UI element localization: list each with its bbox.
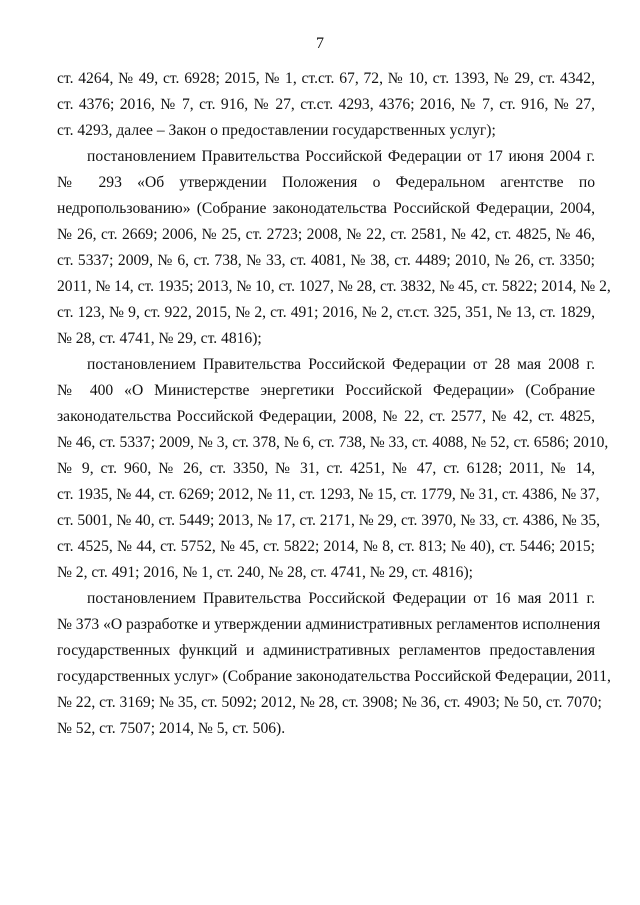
- text-line: № 52, ст. 7507; 2014, № 5, ст. 506).: [57, 720, 286, 737]
- text-line: ст. 5337; 2009, № 6, ст. 738, № 33, ст. 4081, № 38, ст. 4489; 2010, № 26, ст. 3350;: [57, 252, 595, 269]
- text-line: ст. 4376; 2016, № 7, ст. 916, № 27, ст.ст. 4293, 4376; 2016, № 7, ст. 916, № 27,: [57, 96, 595, 113]
- text-line: государственных функций и административных регламентов предоставления: [57, 642, 595, 659]
- text-line: № 46, ст. 5337; 2009, № 3, ст. 378, № 6, ст. 738, № 33, ст. 4088, № 52, ст. 6586; 2010,: [57, 434, 609, 451]
- text-line: ст. 5001, № 40, ст. 5449; 2013, № 17, ст. 2171, № 29, ст. 3970, № 33, ст. 4386, № 35,: [57, 512, 601, 529]
- text-line: № 22, ст. 3169; № 35, ст. 5092; 2012, № 28, ст. 3908; № 36, ст. 4903; № 50, ст. 7070;: [57, 694, 602, 711]
- text-line: государственных услуг» (Собрание законодательства Российской Федерации, 2011,: [57, 668, 611, 685]
- text-line: ст. 4264, № 49, ст. 6928; 2015, № 1, ст.ст. 67, 72, № 10, ст. 1393, № 29, ст. 4342,: [57, 70, 595, 87]
- text-line: постановлением Правительства Российской Федерации от 16 мая 2011 г.: [87, 590, 595, 607]
- text-line: ст. 4525, № 44, ст. 5752, № 45, ст. 5822; 2014, № 8, ст. 813; № 40), ст. 5446; 2015;: [57, 538, 595, 555]
- text-line: законодательства Российской Федерации, 2008, № 22, ст. 2577, № 42, ст. 4825,: [57, 408, 595, 425]
- text-line: недропользованию» (Собрание законодательства Российской Федерации, 2004,: [57, 200, 595, 217]
- text-line: № 28, ст. 4741, № 29, ст. 4816);: [57, 330, 262, 347]
- text-line: 2011, № 14, ст. 1935; 2013, № 10, ст. 1027, № 28, ст. 3832, № 45, ст. 5822; 2014, № 2,: [57, 278, 611, 295]
- text-line: ст. 4293, далее – Закон о предоставлении государственных услуг);: [57, 122, 496, 139]
- text-line: № 373 «О разработке и утверждении административных регламентов исполнения: [57, 616, 601, 633]
- text-line: ст. 123, № 9, ст. 922, 2015, № 2, ст. 491; 2016, № 2, ст.ст. 325, 351, № 13, ст. 1829,: [57, 304, 595, 321]
- text-line: № 293 «Об утверждении Положения о Федеральном агентстве по: [57, 174, 595, 191]
- text-line: № 9, ст. 960, № 26, ст. 3350, № 31, ст. 4251, № 47, ст. 6128; 2011, № 14,: [57, 460, 595, 477]
- text-line: постановлением Правительства Российской Федерации от 17 июня 2004 г.: [87, 148, 595, 165]
- page-number: 7: [316, 35, 324, 52]
- text-line: постановлением Правительства Российской Федерации от 28 мая 2008 г.: [87, 356, 595, 373]
- text-line: ст. 1935, № 44, ст. 6269; 2012, № 11, ст. 1293, № 15, ст. 1779, № 31, ст. 4386, № 37,: [57, 486, 600, 503]
- text-line: № 2, ст. 491; 2016, № 1, ст. 240, № 28, ст. 4741, № 29, ст. 4816);: [57, 564, 474, 581]
- text-line: № 400 «О Министерстве энергетики Российской Федерации» (Собрание: [57, 382, 595, 399]
- text-line: № 26, ст. 2669; 2006, № 25, ст. 2723; 2008, № 22, ст. 2581, № 42, ст. 4825, № 46,: [57, 226, 595, 243]
